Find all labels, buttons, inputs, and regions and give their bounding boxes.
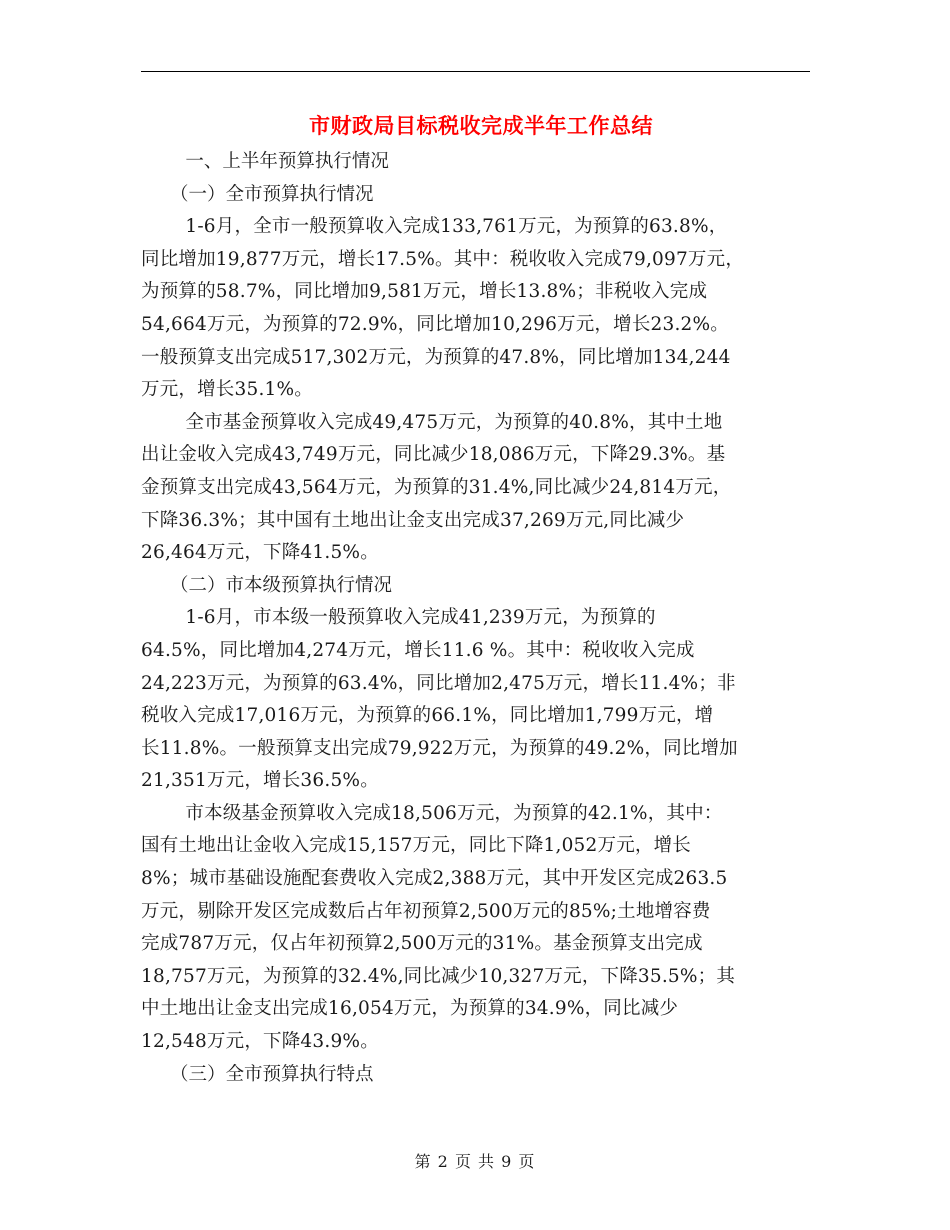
- subsection-heading-2: （二）市本级预算执行情况: [170, 574, 393, 596]
- text-line: 出让金收入完成43,749万元，同比减少18,086万元，下降29.3%。基: [141, 444, 726, 466]
- text-line: 26,464万元，下降41.5%。: [141, 542, 379, 564]
- text-line: 市本级基金预算收入完成18,506万元，为预算的42.1%，其中：: [185, 802, 723, 824]
- text-line: 国有土地出让金收入完成15,157万元，同比下降1,052万元，增长: [141, 835, 691, 857]
- paragraph-city-general-budget: [141, 211, 813, 407]
- document-body: [141, 106, 813, 1091]
- text-line: 万元，剔除开发区完成数后占年初预算2,500万元的85%;土地增容费: [141, 900, 711, 922]
- text-line: 同比增加19,877万元，增长17.5%。其中：税收收入完成79,097万元，: [141, 248, 745, 270]
- text-line: 12,548万元，下降43.9%。: [141, 1031, 379, 1053]
- paragraph-municipal-general-budget: [141, 602, 813, 798]
- text-line: 万元，增长35.1%。: [141, 379, 313, 401]
- text-line: 1-6月，市本级一般预算收入完成41,239万元，为预算的: [185, 607, 656, 629]
- text-line: 一般预算支出完成517,302万元，为预算的47.8%，同比增加134,244: [141, 346, 731, 368]
- text-line: 8%；城市基础设施配套费收入完成2,388万元，其中开发区完成263.5: [141, 868, 728, 890]
- page-number-footer: 第 2 页 共 9 页: [414, 1152, 536, 1171]
- header-rule: [141, 71, 810, 72]
- text-line: 54,664万元，为预算的72.9%，同比增加10,296万元，增长23.2%。: [141, 313, 730, 335]
- document-title: 市财政局目标税收完成半年工作总结: [309, 113, 653, 138]
- text-line: 金预算支出完成43,564万元，为预算的31.4%,同比减少24,814万元，: [141, 476, 732, 498]
- subsection-heading-3: （三）全市预算执行特点: [170, 1063, 374, 1085]
- text-line: 长11.8%。一般预算支出完成79,922万元，为预算的49.2%，同比增加: [141, 737, 738, 759]
- text-line: 1-6月，全市一般预算收入完成133,761万元，为预算的63.8%，: [185, 216, 728, 238]
- text-line: 21,351万元，增长36.5%。: [141, 770, 379, 792]
- paragraph-municipal-fund-budget: [141, 798, 813, 1059]
- text-line: 税收入完成17,016万元，为预算的66.1%，同比增加1,799万元，增: [141, 705, 714, 727]
- text-line: 完成787万元，仅占年初预算2,500万元的31%。基金预算支出完成: [141, 933, 703, 955]
- text-line: 下降36.3%；其中国有土地出让金支出完成37,269万元,同比减少: [141, 509, 685, 531]
- text-line: 64.5%，同比增加4,274万元，增长11.6 %。其中：税收收入完成: [141, 639, 695, 661]
- text-line: 中土地出让金支出完成16,054万元，为预算的34.9%，同比减少: [141, 998, 679, 1020]
- text-line: 18,757万元，为预算的32.4%,同比减少10,327万元，下降35.5%；其: [141, 965, 736, 987]
- text-line: 全市基金预算收入完成49,475万元，为预算的40.8%，其中土地: [185, 411, 723, 433]
- text-line: 24,223万元，为预算的63.4%，同比增加2,475万元，增长11.4%；非: [141, 672, 736, 694]
- subsection-heading-1: （一）全市预算执行情况: [170, 183, 374, 205]
- paragraph-city-fund-budget: [141, 407, 813, 570]
- text-line: 为预算的58.7%，同比增加9,581万元，增长13.8%；非税收入完成: [141, 281, 708, 303]
- section-heading-1: 一、上半年预算执行情况: [185, 151, 389, 172]
